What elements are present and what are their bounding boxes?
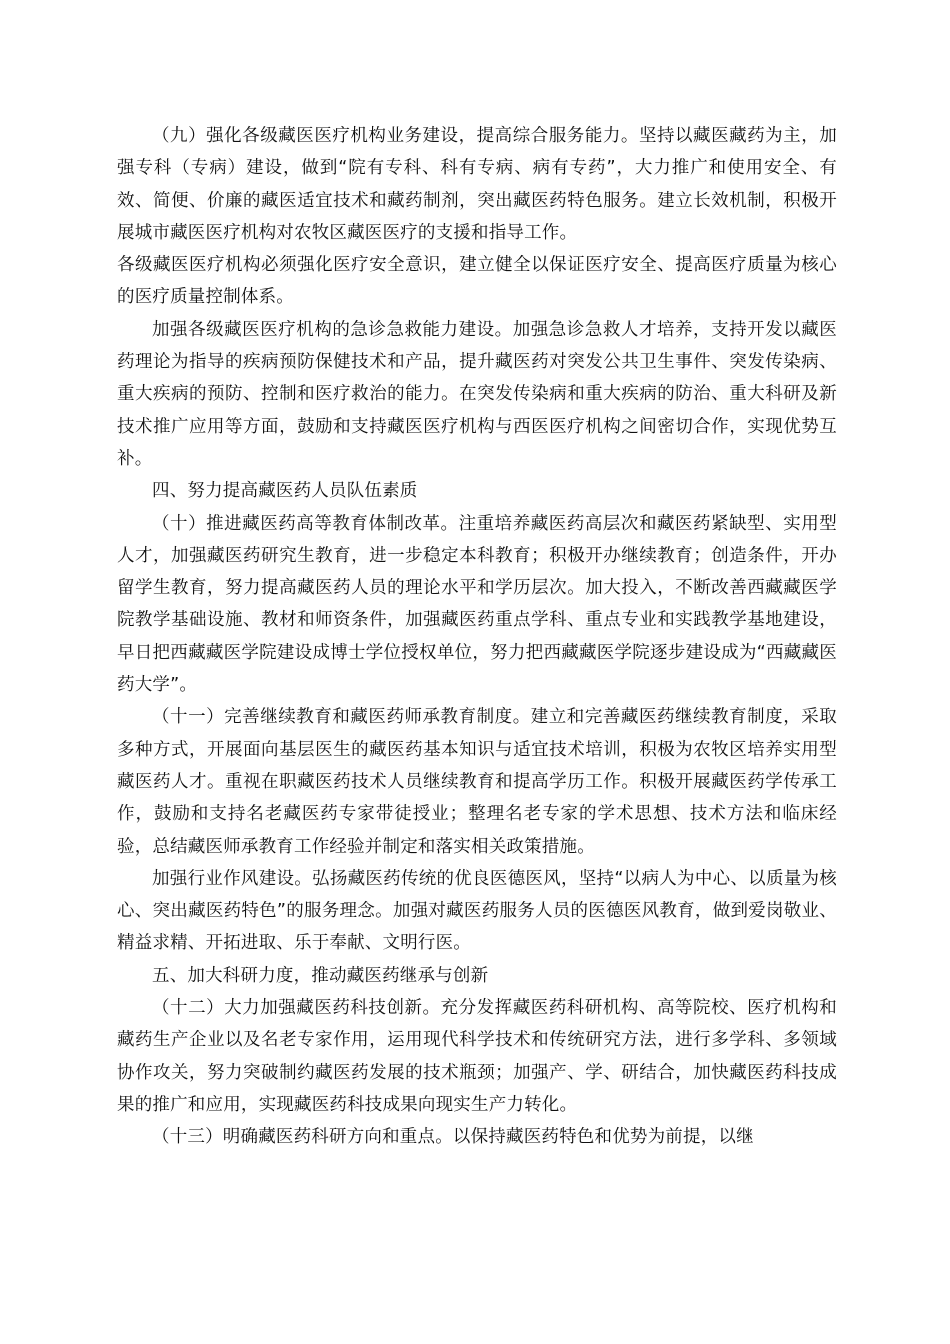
document-body: [117, 120, 837, 1154]
paragraph-medical-safety: 各级藏医医疗机构必须强化医疗安全意识，建立健全以保证医疗安全、提高医疗质量为核心的医疗质量控制体系。: [117, 255, 837, 308]
paragraph-professional-ethics: 加强行业作风建设。弘扬藏医药传统的优良医德医风，坚持“以病人为中心、以质量为核心、突出藏医药特色”的服务理念。加强对藏医药服务人员的医德医风教育，做到爱岗敬业、精益求精、开拓进取、乐于奉献、文明行医。: [117, 868, 837, 954]
paragraph-nine-medical-institution-building: （九）强化各级藏医医疗机构业务建设，提高综合服务能力。坚持以藏医藏药为主，加强专科（专病）建设，做到“院有专科、科有专病、病有专药”，大力推广和使用安全、有效、简便、价廉的藏医适宜技术和藏药制剂，突出藏医药特色服务。建立长效机制，积极开展城市藏医医疗机构对农牧区藏医医疗的支援和指导工作。: [117, 126, 837, 243]
section-heading-four: 四、努力提高藏医药人员队伍素质: [152, 481, 418, 502]
paragraph-emergency-capacity: 加强各级藏医医疗机构的急诊急救能力建设。加强急诊急救人才培养，支持开发以藏医药理论为指导的疾病预防保健技术和产品，提升藏医药对突发公共卫生事件、突发传染病、重大疾病的预防、控制和医疗救治的能力。在突发传染病和重大疾病的防治、重大科研及新技术推广应用等方面，鼓励和支持藏医医疗机构与西医医疗机构之间密切合作，实现优势互补。: [117, 319, 837, 469]
paragraph-twelve-innovation: （十二）大力加强藏医药科技创新。充分发挥藏医药科研机构、高等院校、医疗机构和藏药生产企业以及名老专家作用，运用现代科学技术和传统研究方法，进行多学科、多领域协作攻关，努力突破制约藏医药发展的技术瓶颈；加强产、学、研结合，加快藏医药科技成果的推广和应用，实现藏医药科技成果向现实生产力转化。: [117, 998, 837, 1115]
paragraph-ten-higher-education: （十）推进藏医药高等教育体制改革。注重培养藏医药高层次和藏医药紧缺型、实用型人才，加强藏医药研究生教育，进一步稳定本科教育；积极开办继续教育；创造条件，开办留学生教育，努力提高藏医药人员的理论水平和学历层次。加大投入，不断改善西藏藏医学院教学基础设施、教材和师资条件，加强藏医药重点学科、重点专业和实践教学基地建设，早日把西藏藏医学院建设成博士学位授权单位，努力把西藏藏医学院逐步建设成为“西藏藏医药大学”。: [117, 513, 837, 696]
paragraph-eleven-continuing-education: （十一）完善继续教育和藏医药师承教育制度。建立和完善藏医药继续教育制度，采取多种方式，开展面向基层医生的藏医药基本知识与适宜技术培训，积极为农牧区培养实用型藏医药人才。重视在职藏医药技术人员继续教育和提高学历工作。积极开展藏医药学传承工作，鼓励和支持名老藏医药专家带徒授业；整理名老专家的学术思想、技术方法和临床经验，总结藏医师承教育工作经验并制定和落实相关政策措施。: [117, 707, 837, 857]
paragraph-thirteen-research-direction: （十三）明确藏医药科研方向和重点。以保持藏医药特色和优势为前提，以继: [152, 1127, 754, 1148]
section-heading-five: 五、加大科研力度，推动藏医药继承与创新: [152, 965, 489, 986]
